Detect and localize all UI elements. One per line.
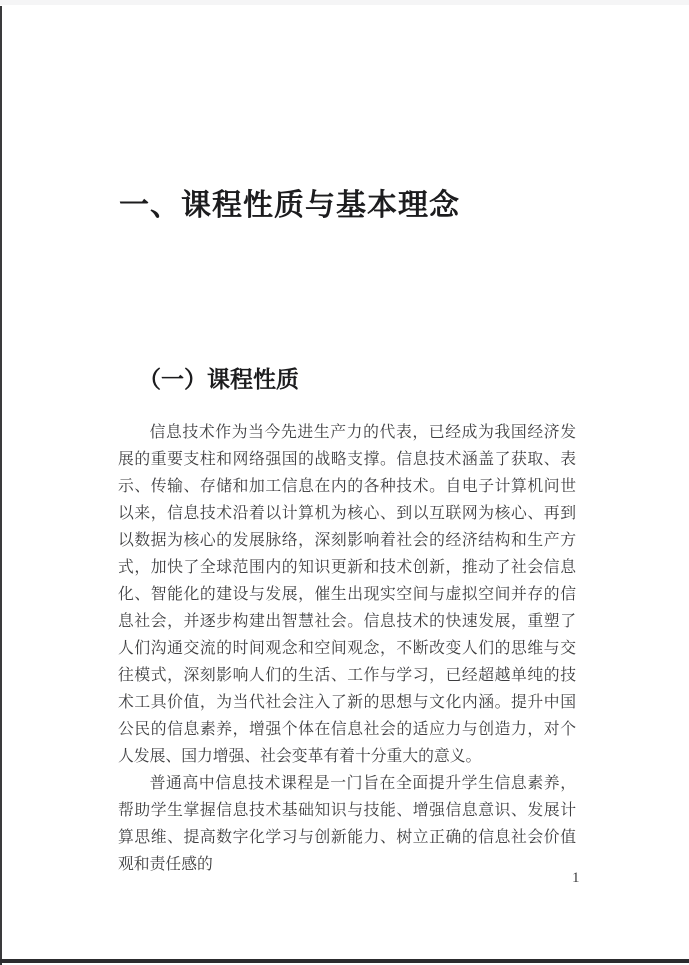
chapter-title: 一、课程性质与基本理念 <box>119 189 460 222</box>
paragraph: 普通高中信息技术课程是一门旨在全面提升学生信息素养，帮助学生掌握信息技术基础知识与技能、增强信息意识、发展计算思维、提高数字化学习与创新能力、树立正确的信息社会价值观和责任感的 <box>118 775 576 873</box>
page-top-strip <box>0 0 689 5</box>
body-text <box>118 419 576 878</box>
page-bottom-scan-edge <box>0 959 689 963</box>
page-left-scan-edge <box>0 6 2 965</box>
section-heading: （一）课程性质 <box>138 367 299 392</box>
page-number: 1 <box>572 870 580 886</box>
paragraph: 信息技术作为当今先进生产力的代表，已经成为我国经济发展的重要支柱和网络强国的战略支撑。信息技术涵盖了获取、表示、传输、存储和加工信息在内的各种技术。自电子计算机问世以来，信息技术沿着以计算机为核心、到以互联网为核心、再到以数据为核心的发展脉络，深刻影响着社会的经济结构和生产方式，加快了全球范围内的知识更新和技术创新，推动了社会信息化、智能化的建设与发展，催生出现实空间与虚拟空间并存的信息社会，并逐步构建出智慧社会。信息技术的快速发展，重塑了人们沟通交流的时间观念和空间观念，不断改变人们的思维与交往模式，深刻影响人们的生活、工作与学习，已经超越单纯的技术工具价值，为当代社会注入了新的思想与文化内涵。提升中国公民的信息素养，增强个体在信息社会的适应力与创造力，对个人发展、国力增强、社会变革有着十分重大的意义。 <box>118 424 576 765</box>
